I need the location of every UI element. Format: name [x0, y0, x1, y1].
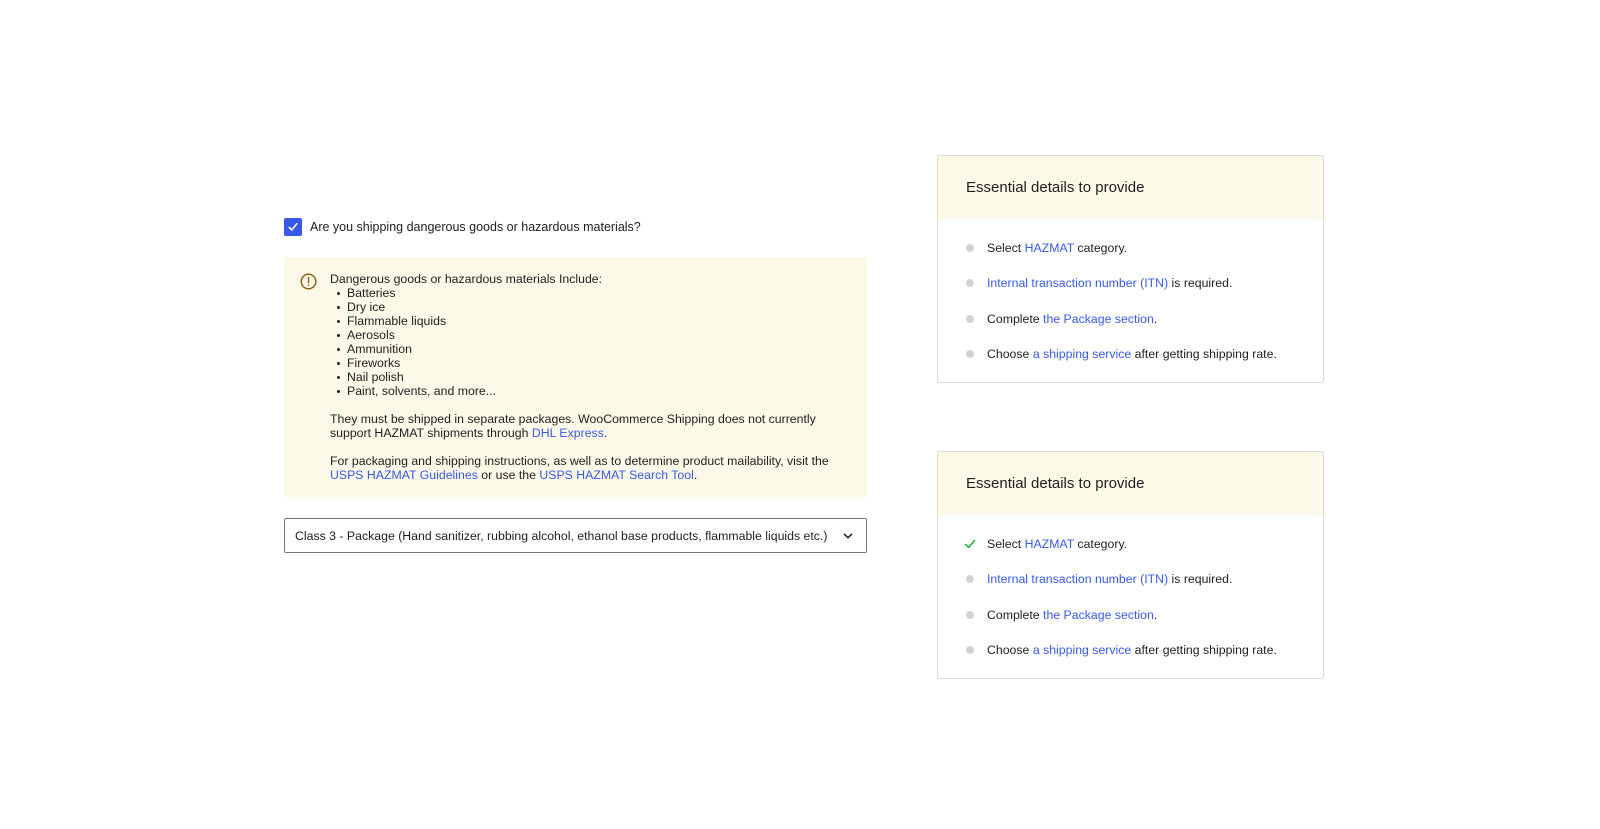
warning-icon	[300, 273, 317, 290]
pending-dot-icon	[966, 279, 974, 287]
package-section-link[interactable]: the Package section	[1043, 311, 1154, 326]
item-text: category.	[1074, 241, 1128, 255]
separate-packages-text-end: .	[603, 426, 608, 440]
item-text: is required.	[1168, 572, 1233, 587]
separate-packages-text	[330, 412, 851, 440]
item-text: .	[1153, 311, 1158, 326]
pending-dot-icon	[966, 244, 974, 252]
pending-dot-icon	[966, 350, 974, 358]
item-text: .	[1153, 607, 1158, 622]
hazmat-link[interactable]: HAZMAT	[1024, 537, 1075, 551]
hazmat-items-list	[330, 286, 851, 398]
shipping-service-link[interactable]: a shipping service	[1032, 643, 1132, 658]
pending-dot-icon	[966, 575, 974, 583]
card-title: Essential details to provide	[938, 452, 1323, 515]
item-text: Choose	[987, 347, 1033, 362]
essential-details-card	[937, 155, 1324, 383]
hazmat-notice	[284, 257, 867, 497]
list-item: Batteries	[330, 286, 851, 300]
item-text: Complete	[987, 607, 1044, 622]
separate-packages-text-body: They must be shipped in separate packages. WooCommerce Shipping does not currently support HAZMAT shipments through	[330, 412, 816, 440]
list-item	[938, 312, 1323, 347]
dhl-express-link[interactable]: DHL Express	[531, 426, 604, 440]
list-item	[938, 241, 1323, 276]
usps-hazmat-search-tool-link[interactable]: USPS HAZMAT Search Tool	[539, 468, 694, 482]
card-title: Essential details to provide	[938, 156, 1323, 219]
item-text: is required.	[1168, 276, 1233, 291]
checkmark-icon	[287, 221, 299, 233]
instructions-text-end: .	[693, 468, 698, 482]
usps-hazmat-guidelines-link[interactable]: USPS HAZMAT Guidelines	[330, 468, 478, 482]
item-text: Choose	[987, 643, 1033, 658]
hazmat-category-value: Class 3 - Package (Hand sanitizer, rubbing alcohol, ethanol base products, flammable liquids etc.)	[295, 528, 828, 543]
notice-intro: Dangerous goods or hazardous materials Include:	[330, 272, 603, 286]
pending-dot-icon	[966, 611, 974, 619]
list-item	[938, 608, 1323, 643]
list-item	[938, 643, 1323, 678]
instructions-text-body: For packaging and shipping instructions, as well as to determine product mailability, visit the	[330, 454, 829, 468]
hazmat-checkbox[interactable]	[284, 218, 302, 236]
item-text: Complete	[987, 311, 1044, 326]
item-text: Select	[987, 537, 1025, 551]
list-item: Nail polish	[330, 370, 851, 384]
list-item: Paint, solvents, and more...	[330, 384, 851, 398]
list-item: Aerosols	[330, 328, 851, 342]
list-item	[938, 537, 1323, 572]
hazmat-checkbox-row[interactable]	[284, 218, 641, 236]
hazmat-category-select[interactable]	[284, 518, 867, 553]
package-section-link[interactable]: the Package section	[1043, 607, 1154, 622]
list-item	[938, 347, 1323, 382]
essential-details-list	[938, 219, 1323, 383]
item-text: after getting shipping rate.	[1131, 347, 1277, 362]
pending-dot-icon	[966, 646, 974, 654]
itn-link[interactable]: Internal transaction number (ITN)	[987, 572, 1169, 587]
check-icon	[963, 537, 977, 551]
list-item: Dry ice	[330, 300, 851, 314]
instructions-text	[330, 454, 851, 482]
instructions-text-mid: or use the	[477, 468, 540, 482]
essential-details-list	[938, 515, 1323, 679]
list-item: Flammable liquids	[330, 314, 851, 328]
item-text: after getting shipping rate.	[1131, 643, 1277, 658]
hazmat-question-label: Are you shipping dangerous goods or hazardous materials?	[310, 220, 641, 234]
list-item	[938, 572, 1323, 607]
essential-details-card	[937, 451, 1324, 679]
shipping-service-link[interactable]: a shipping service	[1032, 347, 1132, 362]
list-item	[938, 276, 1323, 311]
pending-dot-icon	[966, 315, 974, 323]
chevron-down-icon	[842, 530, 854, 542]
list-item: Ammunition	[330, 342, 851, 356]
item-text: Select	[987, 241, 1025, 255]
hazmat-link[interactable]: HAZMAT	[1024, 241, 1075, 255]
item-text: category.	[1074, 537, 1128, 551]
list-item: Fireworks	[330, 356, 851, 370]
itn-link[interactable]: Internal transaction number (ITN)	[987, 276, 1169, 291]
